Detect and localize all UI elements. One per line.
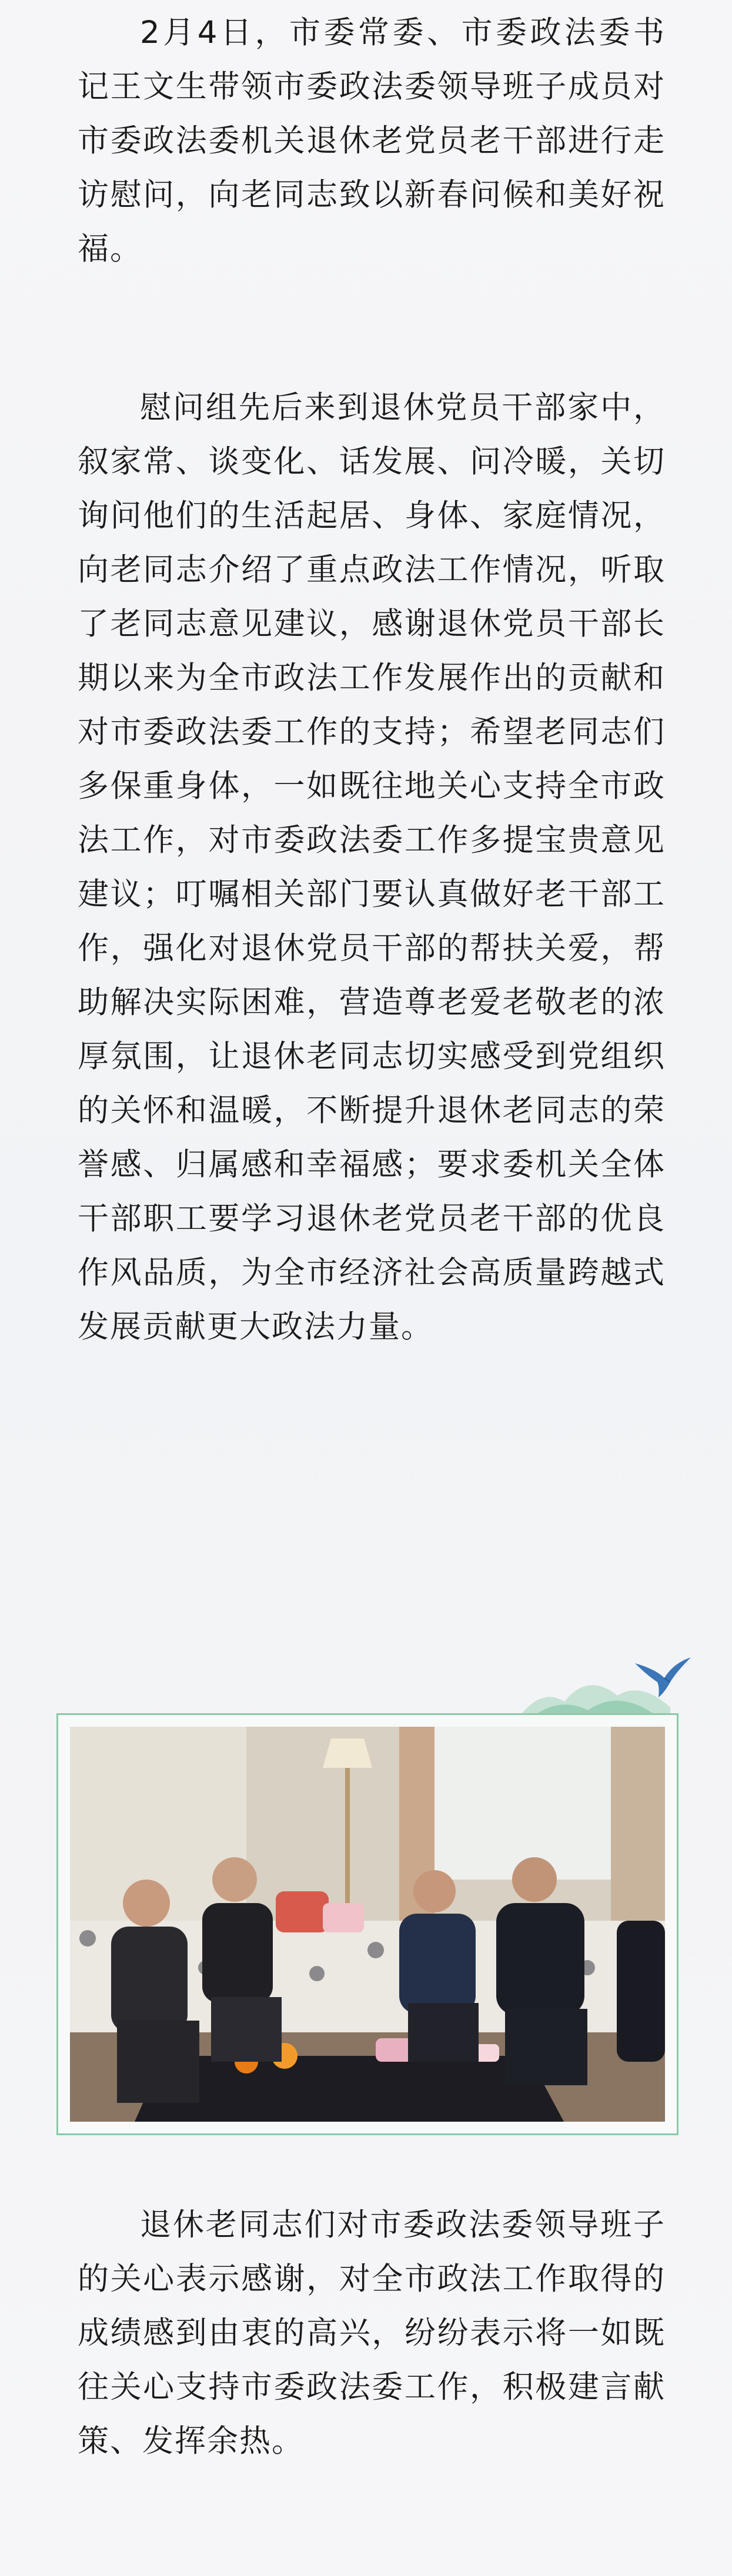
photo-illustration: [70, 1727, 665, 2122]
photo-frame: [56, 1713, 678, 2135]
article-paragraph-2: 慰问组先后来到退休党员干部家中，叙家常、谈变化、话发展、问冷暖，关切询问他们的生活起居、身体、家庭情况，向老同志介绍了重点政法工作情况，听取了老同志意见建议，感谢退休党员干部长期以来为全市政法工作发展作出的贡献和对市委政法委工作的支持；希望老同志们多保重身体，一如既往地关心支持全市政法工作，对市委政法委工作多提宝贵意见建议；叮嘱相关部门要认真做好老干部工作，强化对退休党员干部的帮扶关爱，帮助解决实际困难，营造尊老爱老敬老的浓厚氛围，让退休老同志切实感受到党组织的关怀和温暖，不断提升退休老同志的荣誉感、归属感和幸福感；要求委机关全体干部职工要学习退休老党员老干部的优良作风品质，为全市经济社会高质量跨越式发展贡献更大政法力量。: [78, 390, 666, 1345]
swallow-icon: [629, 1646, 694, 1699]
article-paragraph-1: 2月4日，市委常委、市委政法委书记王文生带领市委政法委领导班子成员对市委政法委机关退休老党员老干部进行走访慰问，向老同志致以新春问候和美好祝福。: [78, 15, 666, 267]
visit-scene-photo: [70, 1727, 665, 2122]
article-paragraph-3: 退休老同志们对市委政法委领导班子的关心表示感谢，对全市政法工作取得的成绩感到由衷的高兴，纷纷表示将一如既往关心支持市委政法委工作，积极建言献策、发挥余热。: [78, 2207, 666, 2459]
